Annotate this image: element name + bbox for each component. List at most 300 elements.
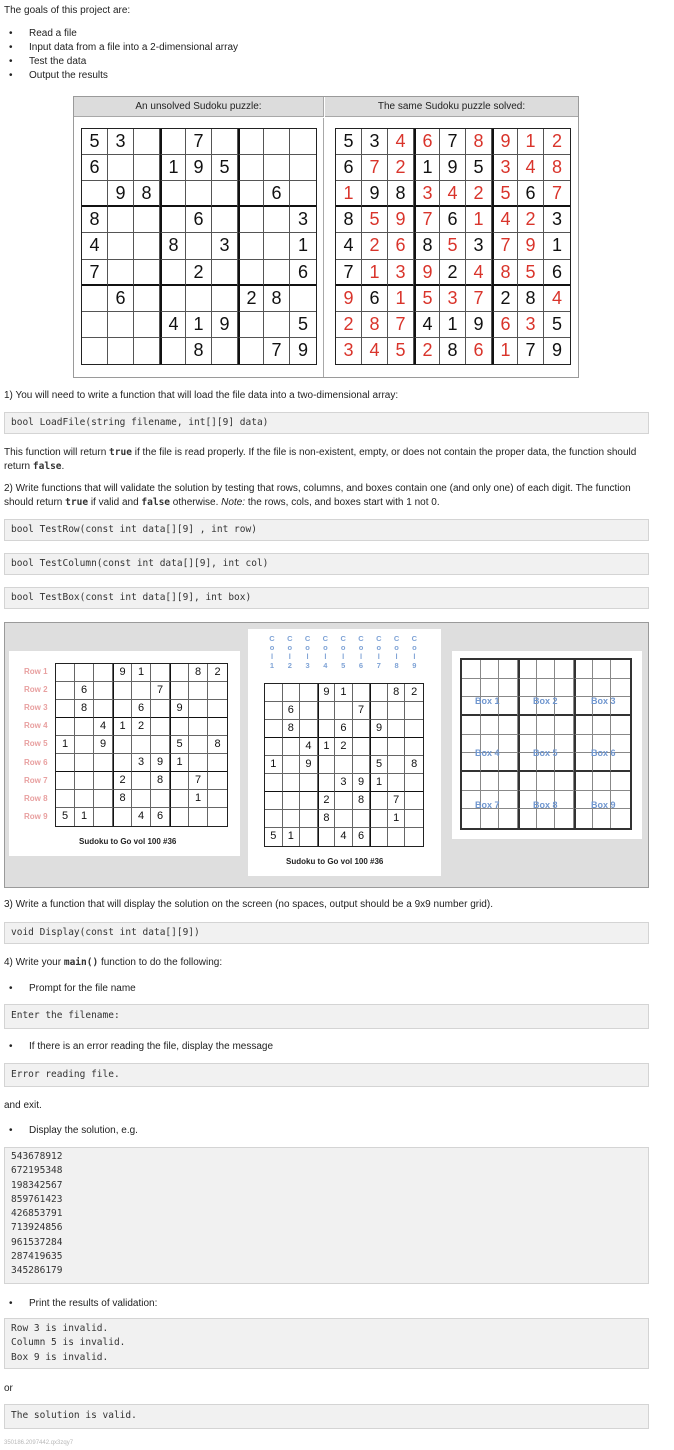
sudoku-cell: 2 <box>318 792 336 810</box>
sudoku-cell <box>264 129 290 155</box>
sudoku-cell: 8 <box>113 790 132 808</box>
sudoku-cell <box>283 792 301 810</box>
sudoku-cell <box>405 738 423 756</box>
sudoku-cell: 5 <box>370 756 388 774</box>
sudoku-cell <box>405 720 423 738</box>
sudoku-cell <box>264 312 290 338</box>
code-display: void Display(const int data[][9]) <box>4 922 649 944</box>
sudoku-cell <box>134 155 160 181</box>
sudoku-cell: 6 <box>108 286 134 312</box>
sudoku-cell: 4 <box>300 738 318 756</box>
box-grid-cell <box>481 716 500 735</box>
sudoku-cell: 1 <box>388 286 414 312</box>
sudoku-cell: 5 <box>518 260 544 286</box>
sudoku-cell <box>290 155 316 181</box>
sudoku-cell <box>370 792 388 810</box>
box-label: Box 5 <box>533 748 558 758</box>
sudoku-cell: 7 <box>82 260 108 286</box>
box-label: Box 7 <box>475 800 500 810</box>
sudoku-cell: 8 <box>208 736 227 754</box>
sudoku-cell <box>300 720 318 738</box>
sudoku-cell <box>151 700 170 718</box>
sudoku-cell <box>134 233 160 259</box>
sudoku-cell <box>75 664 94 682</box>
and-exit-text: and exit. <box>4 1100 42 1111</box>
bullet-prompt: • Prompt for the file name <box>10 982 136 996</box>
sudoku-cell <box>151 736 170 754</box>
sudoku-cell: 5 <box>466 155 492 181</box>
sudoku-cell: 8 <box>362 312 388 338</box>
box-label: Box 1 <box>475 696 500 706</box>
sudoku-cell <box>212 181 238 207</box>
sudoku-cell <box>265 774 283 792</box>
sudoku-cell: 6 <box>151 808 170 826</box>
sudoku-cell: 4 <box>414 312 440 338</box>
sudoku-cell <box>82 286 108 312</box>
sudoku-cell <box>300 810 318 828</box>
sudoku-cell: 1 <box>388 810 406 828</box>
sudoku-cell <box>265 684 283 702</box>
sudoku-cell: 6 <box>75 682 94 700</box>
sudoku-cell: 8 <box>318 810 336 828</box>
sudoku-cell <box>405 702 423 720</box>
sudoku-cell <box>208 754 227 772</box>
sudoku-cell <box>186 181 212 207</box>
sudoku-cell <box>56 790 75 808</box>
sudoku-cell <box>318 756 336 774</box>
sudoku-cell: 6 <box>283 702 301 720</box>
sudoku-cell: 9 <box>336 286 362 312</box>
sudoku-cell <box>75 772 94 790</box>
sudoku-cell: 2 <box>405 684 423 702</box>
goal-item: • Output the results <box>10 69 108 83</box>
sudoku-cell: 6 <box>414 129 440 155</box>
sudoku-cell: 4 <box>466 260 492 286</box>
sudoku-cell <box>82 181 108 207</box>
intro-text: The goals of this project are: <box>4 5 131 16</box>
sudoku-cell: 1 <box>335 684 353 702</box>
sudoku-cell: 8 <box>440 338 466 364</box>
column-label: C o l 5 <box>340 634 346 670</box>
sudoku-cell: 7 <box>440 129 466 155</box>
sudoku-cell: 5 <box>290 312 316 338</box>
sudoku-cell: 8 <box>405 756 423 774</box>
sudoku-cell: 8 <box>75 700 94 718</box>
sudoku-cell: 4 <box>335 828 353 846</box>
box-grid-cell <box>499 772 518 791</box>
sudoku-cell: 8 <box>518 286 544 312</box>
sudoku-cell <box>370 702 388 720</box>
box-grid-cell <box>481 660 500 679</box>
sudoku-cell: 1 <box>75 808 94 826</box>
sudoku-cell <box>170 682 189 700</box>
sudoku-cell: 6 <box>466 338 492 364</box>
sudoku-cell: 7 <box>362 155 388 181</box>
sudoku-cell <box>94 808 113 826</box>
sudoku-cell: 7 <box>388 792 406 810</box>
sudoku-cell <box>134 260 160 286</box>
sudoku-cell <box>318 828 336 846</box>
sudoku-cell: 9 <box>300 756 318 774</box>
sudoku-cell: 9 <box>440 155 466 181</box>
sudoku-cell: 1 <box>544 233 570 259</box>
row-label: Row 5 <box>24 739 48 749</box>
sudoku-cell <box>189 754 208 772</box>
sudoku-cell <box>238 312 264 338</box>
sudoku-cell <box>170 664 189 682</box>
sudoku-cell: 8 <box>388 181 414 207</box>
sudoku-cell <box>405 810 423 828</box>
sudoku-cell <box>208 790 227 808</box>
sudoku-cell <box>113 808 132 826</box>
sudoku-cell: 1 <box>466 207 492 233</box>
row-label: Row 3 <box>24 703 48 713</box>
sudoku-cell: 9 <box>297 339 308 360</box>
sudoku-cell <box>300 702 318 720</box>
box-grid-cell <box>574 716 593 735</box>
sudoku-cell: 2 <box>492 286 518 312</box>
sudoku-cell: 5 <box>336 129 362 155</box>
sudoku-cell <box>132 736 151 754</box>
sudoku-cell: 6 <box>544 260 570 286</box>
sudoku-cell <box>388 756 406 774</box>
box-grid-cell <box>555 809 574 828</box>
box-label: Box 6 <box>591 748 616 758</box>
sudoku-cell: 8 <box>82 207 108 233</box>
sudoku-cell: 6 <box>335 720 353 738</box>
sudoku-cell <box>94 790 113 808</box>
sudoku-cell <box>300 792 318 810</box>
sudoku-cell <box>151 790 170 808</box>
sudoku-cell: 1 <box>56 736 75 754</box>
sudoku-cell: 2 <box>335 738 353 756</box>
sudoku-cell <box>353 756 371 774</box>
sudoku-cell: 2 <box>466 181 492 207</box>
footnote: 350186.2097442.qx3zqy7 <box>4 1440 74 1446</box>
sudoku-cell: 4 <box>440 181 466 207</box>
sudoku-cell: 1 <box>336 181 362 207</box>
sudoku-cell: 9 <box>212 312 238 338</box>
box-grid-cell <box>462 809 481 828</box>
sudoku-cell: 7 <box>466 286 492 312</box>
box-grid-cell <box>499 716 518 735</box>
sudoku-cell <box>82 338 108 364</box>
sudoku-cell: 9 <box>492 129 518 155</box>
sudoku-cell: 3 <box>290 207 316 233</box>
box-grid-cell <box>481 809 500 828</box>
sudoku-cell: 1 <box>290 233 316 259</box>
sudoku-cell: 8 <box>414 233 440 259</box>
sudoku-cell <box>160 286 186 312</box>
sudoku-cell: 2 <box>388 155 414 181</box>
sudoku-cell <box>370 828 388 846</box>
sudoku-cell <box>238 260 264 286</box>
sudoku-cell: 6 <box>362 286 388 312</box>
box-grid-cell <box>537 660 556 679</box>
sudoku-cell: 9 <box>318 684 336 702</box>
sudoku-cell: 8 <box>466 129 492 155</box>
sudoku-cell: 4 <box>518 155 544 181</box>
sudoku-cell <box>264 233 290 259</box>
box-grid-cell <box>537 772 556 791</box>
sudoku-cell: 9 <box>518 233 544 259</box>
sudoku-cell: 5 <box>170 736 189 754</box>
sudoku-cell <box>94 682 113 700</box>
box-grid-cell <box>574 753 593 772</box>
box-grid-cell <box>518 809 537 828</box>
sudoku-cell <box>405 828 423 846</box>
sudoku-cell <box>318 774 336 792</box>
box-grid-cell <box>611 772 630 791</box>
sudoku-cell: 9 <box>94 736 113 754</box>
box-grid-cell <box>462 660 481 679</box>
sudoku-cell: 8 <box>353 792 371 810</box>
goal-item: • Input data from a file into a 2-dimensional array <box>10 41 238 55</box>
sudoku-cell: 2 <box>113 772 132 790</box>
sudoku-cell: 9 <box>186 155 212 181</box>
sudoku-cell <box>335 702 353 720</box>
sudoku-cell: 3 <box>414 181 440 207</box>
sudoku-cell <box>134 207 160 233</box>
sudoku-cell <box>170 790 189 808</box>
sudoku-cell: 1 <box>132 664 151 682</box>
sudoku-cell <box>108 233 134 259</box>
sudoku-cell <box>208 718 227 736</box>
solved-header: The same Sudoku puzzle solved: <box>325 97 578 117</box>
sudoku-cell: 8 <box>388 684 406 702</box>
sudoku-cell: 2 <box>544 129 570 155</box>
sudoku-cell: 6 <box>82 155 108 181</box>
column-label: C o l 2 <box>287 634 293 670</box>
sudoku-cell <box>132 682 151 700</box>
sudoku-cell <box>265 702 283 720</box>
sudoku-cell <box>160 129 186 155</box>
sudoku-cell <box>353 684 371 702</box>
sudoku-cell: 5 <box>362 207 388 233</box>
sudoku-cell: 8 <box>492 260 518 286</box>
sudoku-cell <box>335 756 353 774</box>
sudoku-cell: 3 <box>362 129 388 155</box>
sudoku-cell <box>189 682 208 700</box>
sudoku-cell: 7 <box>151 682 170 700</box>
sudoku-cell <box>132 772 151 790</box>
sudoku-cell: 6 <box>132 700 151 718</box>
sudoku-cell: 5 <box>492 181 518 207</box>
sudoku-cell: 4 <box>492 207 518 233</box>
sudoku-cell: 1 <box>113 718 132 736</box>
sudoku-cell: 7 <box>492 233 518 259</box>
sudoku-cell: 1 <box>492 338 518 364</box>
column-label: C o l 7 <box>376 634 382 670</box>
sudoku-cell: 9 <box>108 181 134 207</box>
goal-item: • Read a file <box>10 27 77 41</box>
sudoku-cell <box>405 792 423 810</box>
sudoku-cell <box>290 181 316 207</box>
sudoku-cell: 3 <box>388 260 414 286</box>
sudoku-cell: 2 <box>238 286 264 312</box>
box-grid-cell <box>593 772 612 791</box>
sudoku-cell <box>238 129 264 155</box>
sudoku-cell <box>265 738 283 756</box>
sudoku-cell: 3 <box>466 233 492 259</box>
sudoku-cell: 1 <box>414 155 440 181</box>
box-label: Box 4 <box>475 748 500 758</box>
step3-text: 3) Write a function that will display the solution on the screen (no spaces, output should be a 9x9 number grid). <box>4 899 493 910</box>
box-grid-cell <box>555 791 574 810</box>
sudoku-cell <box>208 682 227 700</box>
sudoku-cell <box>56 718 75 736</box>
step2-text: 2) Write functions that will validate the solution by testing that rows, columns, and boxes contain one (and only one) of each digit. The function should return true if valid and false otherwise. Note: the rows, cols, and boxes start with 1 not 0. <box>4 483 631 508</box>
box-grid-cell <box>574 697 593 716</box>
box-grid-cell <box>518 772 537 791</box>
step1-text: 1) You will need to write a function that will load the file data into a two-dimensional array: <box>4 390 399 401</box>
row-label: Row 2 <box>24 685 48 695</box>
sudoku-cell: 9 <box>170 700 189 718</box>
sudoku-cell: 6 <box>186 207 212 233</box>
sudoku-cell: 5 <box>82 129 108 155</box>
box-grid-cell <box>555 772 574 791</box>
sudoku-cell: 4 <box>82 233 108 259</box>
sudoku-cell <box>108 155 134 181</box>
sudoku-cell <box>208 772 227 790</box>
box-grid-cell <box>555 697 574 716</box>
sudoku-cell: 6 <box>264 181 290 207</box>
code-error: Error reading file. <box>4 1063 649 1087</box>
box-label: Box 8 <box>533 800 558 810</box>
box-grid-cell <box>574 772 593 791</box>
sudoku-cell: 6 <box>353 828 371 846</box>
sudoku-cell: 2 <box>208 664 227 682</box>
sudoku-cell: 2 <box>186 260 212 286</box>
sudoku-cell: 8 <box>151 772 170 790</box>
sudoku-cell <box>75 754 94 772</box>
sudoku-cell: 8 <box>160 233 186 259</box>
box-grid-cell <box>499 791 518 810</box>
sudoku-cell: 8 <box>264 286 290 312</box>
or-text: or <box>4 1383 13 1394</box>
box-grid-cell <box>574 679 593 698</box>
box-grid-cell <box>555 753 574 772</box>
unsolved-sudoku-grid <box>81 128 317 365</box>
box-grid-cell <box>499 735 518 754</box>
sudoku-cell: 6 <box>440 207 466 233</box>
sudoku-cell <box>75 718 94 736</box>
sudoku-cell <box>238 155 264 181</box>
sudoku-cell: 5 <box>265 828 283 846</box>
box-grid-cell <box>574 660 593 679</box>
sudoku-cell: 5 <box>414 286 440 312</box>
sudoku-cell <box>94 700 113 718</box>
sudoku-cell: 9 <box>370 720 388 738</box>
sudoku-cell <box>212 207 238 233</box>
column-label: C o l 6 <box>358 634 364 670</box>
sudoku-cell: 2 <box>362 233 388 259</box>
sudoku-cell <box>370 738 388 756</box>
rows-sudoku-grid <box>55 663 228 827</box>
sudoku-cell: 8 <box>186 338 212 364</box>
sudoku-cell: 3 <box>492 155 518 181</box>
row-label: Row 9 <box>24 811 48 821</box>
sudoku-cell <box>300 774 318 792</box>
sudoku-cell <box>264 155 290 181</box>
column-label: C o l 3 <box>304 634 311 670</box>
box-grid-cell <box>537 716 556 735</box>
sudoku-cell <box>170 718 189 736</box>
sudoku-cell: 7 <box>264 338 290 364</box>
sudoku-cell: 2 <box>414 338 440 364</box>
sudoku-cell <box>335 810 353 828</box>
sudoku-cell: 3 <box>544 207 570 233</box>
sudoku-cell: 8 <box>283 720 301 738</box>
sudoku-cell <box>388 738 406 756</box>
sudoku-cell <box>265 792 283 810</box>
sudoku-cell: 5 <box>56 808 75 826</box>
sudoku-cell <box>56 682 75 700</box>
sudoku-cell <box>212 338 238 364</box>
sudoku-cell <box>212 260 238 286</box>
row-label: Row 6 <box>24 757 48 767</box>
column-label: C o l 9 <box>411 634 418 670</box>
sudoku-cell: 9 <box>151 754 170 772</box>
box-grid-cell <box>611 716 630 735</box>
sudoku-cell: 2 <box>440 260 466 286</box>
box-grid-cell <box>462 716 481 735</box>
box-grid-cell <box>574 735 593 754</box>
sudoku-cell <box>108 312 134 338</box>
sudoku-cell: 9 <box>388 207 414 233</box>
sudoku-cell <box>388 828 406 846</box>
sudoku-cell <box>388 720 406 738</box>
sudoku-cell <box>264 260 290 286</box>
code-testcolumn: bool TestColumn(const int data[][9], int col) <box>4 553 649 575</box>
sudoku-cell <box>132 790 151 808</box>
sudoku-cell <box>160 181 186 207</box>
box-grid-cell <box>555 735 574 754</box>
code-prompt: Enter the filename: <box>4 1004 649 1029</box>
sudoku-cell: 1 <box>362 260 388 286</box>
code-loadfile: bool LoadFile(string filename, int[][9] data) <box>4 412 649 434</box>
sudoku-cell <box>238 207 264 233</box>
sudoku-cell: 1 <box>318 738 336 756</box>
code-validation-output: Row 3 is invalid. Column 5 is invalid. Box 9 is invalid. <box>4 1318 649 1369</box>
box-label: Box 3 <box>591 696 616 706</box>
sudoku-cell <box>265 810 283 828</box>
code-testbox: bool TestBox(const int data[][9], int box) <box>4 587 649 609</box>
sudoku-cell <box>160 207 186 233</box>
sudoku-cell <box>186 233 212 259</box>
sudoku-cell: 2 <box>518 207 544 233</box>
sudoku-cell: 3 <box>440 286 466 312</box>
sudoku-cell <box>56 700 75 718</box>
sudoku-cell <box>151 718 170 736</box>
column-label: C o l 1 <box>269 634 275 670</box>
sudoku-cell <box>134 129 160 155</box>
sudoku-cell <box>212 129 238 155</box>
box-grid-cell <box>593 660 612 679</box>
column-label: C o l 4 <box>322 634 329 670</box>
sudoku-cell <box>94 664 113 682</box>
sudoku-cell <box>113 754 132 772</box>
box-grid-cell <box>481 772 500 791</box>
box-grid-cell <box>555 679 574 698</box>
sudoku-cell <box>151 664 170 682</box>
sudoku-cell <box>283 810 301 828</box>
sudoku-cell <box>353 720 371 738</box>
sudoku-cell: 7 <box>388 312 414 338</box>
box-grid-cell <box>499 809 518 828</box>
sudoku-cell <box>113 736 132 754</box>
sudoku-cell: 5 <box>212 155 238 181</box>
